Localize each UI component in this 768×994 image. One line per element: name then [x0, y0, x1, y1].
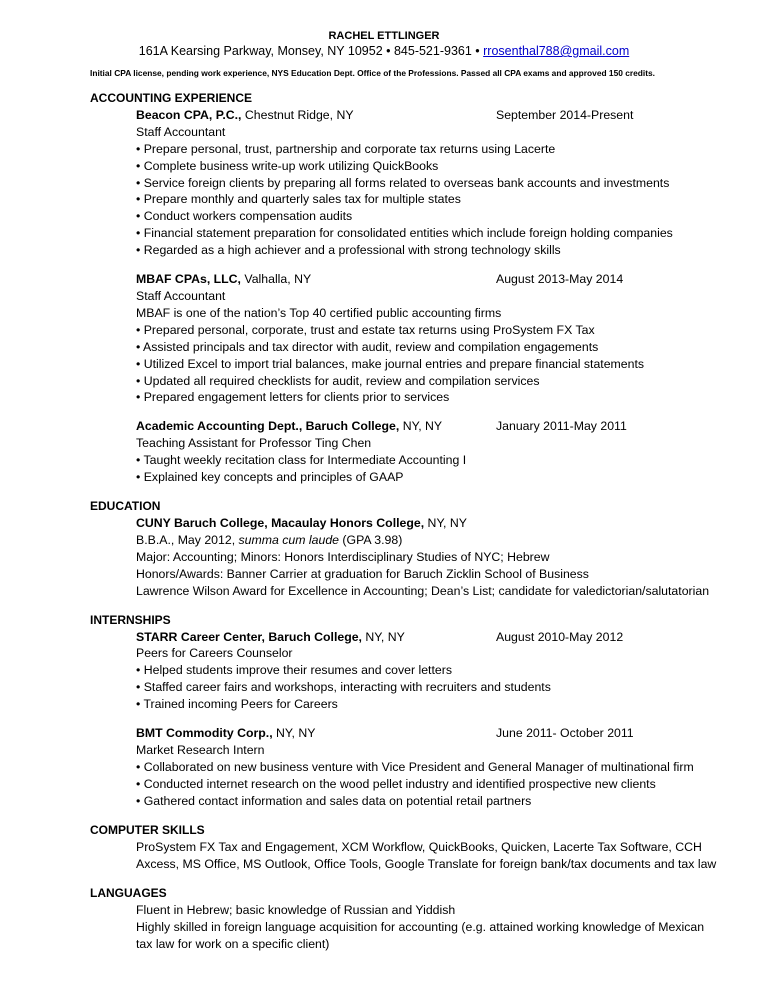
bullet-item: • Staffed career fairs and workshops, interacting with recruiters and students [136, 680, 551, 694]
school-location: NY, NY [424, 516, 467, 530]
bullet-item: • Prepared personal, corporate, trust and estate tax returns using ProSystem FX Tax [136, 323, 595, 337]
bullet-item: • Regarded as a high achiever and a professional with strong technology skills [136, 243, 561, 257]
job-title: Staff Accountant [136, 125, 226, 139]
job-location: Valhalla, NY [240, 272, 312, 286]
license-note: Initial CPA license, pending work experience, NYS Education Dept. Office of the Professions. Passed all CPA exams and approved 150 credits. [90, 68, 656, 78]
section-heading-accounting: ACCOUNTING EXPERIENCE [90, 91, 253, 105]
bullet-item: • Service foreign clients by preparing all forms related to overseas bank accounts and investments [136, 176, 670, 190]
bullet-item: • Conducted internet research on the wood pellet industry and identified prospective new clients [136, 777, 656, 791]
bullet-item: • Collaborated on new business venture with Vice President and General Manager of multinational firm [136, 760, 694, 774]
bullet-item: • Taught weekly recitation class for Intermediate Accounting I [136, 453, 467, 467]
job-org-line [136, 725, 315, 741]
contact-line [0, 44, 768, 58]
education-award: Lawrence Wilson Award for Excellence in Accounting; Dean’s List; candidate for valedictorian/salutatorian [136, 584, 710, 598]
job-org-line [136, 107, 354, 123]
bullet-item: • Trained incoming Peers for Careers [136, 697, 338, 711]
computer-skills-line: ProSystem FX Tax and Engagement, XCM Workflow, QuickBooks, Quicken, Lacerte Tax Software, CCH [136, 840, 702, 854]
job-title: Staff Accountant [136, 289, 226, 303]
bullet-item: • Prepare monthly and quarterly sales tax for multiple states [136, 192, 461, 206]
degree-honor: summa cum laude [238, 533, 339, 547]
job-title: Peers for Careers Counselor [136, 646, 293, 660]
job-description: MBAF is one of the nation’s Top 40 certified public accounting firms [136, 306, 502, 320]
job-dates: September 2014-Present [496, 108, 634, 122]
bullet-item: • Gathered contact information and sales data on potential retail partners [136, 794, 532, 808]
bullet-item: • Prepare personal, trust, partnership and corporate tax returns using Lacerte [136, 142, 556, 156]
email-link[interactable]: rrosenthal788@gmail.com [483, 44, 630, 58]
job-dates: January 2011-May 2011 [496, 419, 627, 433]
job-location: NY, NY [399, 419, 443, 433]
languages-line: tax law for work on a specific client) [136, 937, 330, 951]
bullet-item: • Explained key concepts and principles of GAAP [136, 470, 404, 484]
job-org: MBAF CPAs, LLC, [136, 272, 241, 286]
job-title: Market Research Intern [136, 743, 265, 757]
job-org-line [136, 629, 405, 645]
bullet-item: • Helped students improve their resumes and cover letters [136, 663, 452, 677]
job-org: BMT Commodity Corp., [136, 726, 273, 740]
job-org: Beacon CPA, P.C., [136, 108, 242, 122]
languages-line: Fluent in Hebrew; basic knowledge of Russian and Yiddish [136, 903, 456, 917]
contact-address: 161A Kearsing Parkway, Monsey, NY 10952 • 845-521-9361 • [138, 44, 484, 58]
job-org-line [136, 418, 442, 434]
section-heading-languages: LANGUAGES [90, 886, 167, 900]
bullet-item: • Prepared engagement letters for clients prior to services [136, 390, 450, 404]
education-major: Major: Accounting; Minors: Honors Interdisciplinary Studies of NYC; Hebrew [136, 550, 550, 564]
bullet-item: • Complete business write-up work utilizing QuickBooks [136, 159, 439, 173]
computer-skills-line: Axcess, MS Office, MS Outlook, Office Tools, Google Translate for foreign bank/tax documents and tax law [136, 857, 717, 871]
candidate-name: RACHEL ETTLINGER [328, 30, 440, 42]
job-dates: August 2013-May 2014 [496, 272, 624, 286]
bullet-item: • Assisted principals and tax director with audit, review and compilation engagements [136, 340, 599, 354]
job-title: Teaching Assistant for Professor Ting Chen [136, 436, 372, 450]
job-location: NY, NY [272, 726, 316, 740]
education-honors: Honors/Awards: Banner Carrier at graduation for Baruch Zicklin School of Business [136, 567, 589, 581]
job-location: NY, NY [361, 630, 405, 644]
section-heading-education: EDUCATION [90, 499, 161, 513]
job-dates: June 2011- October 2011 [496, 726, 634, 740]
school-name: CUNY Baruch College, Macaulay Honors College, [136, 516, 425, 530]
languages-line: Highly skilled in foreign language acquisition for accounting (e.g. attained working knowledge of Mexican [136, 920, 705, 934]
bullet-item: • Financial statement preparation for consolidated entities which include foreign holding companies [136, 226, 673, 240]
section-heading-internships: INTERNSHIPS [90, 613, 171, 627]
degree-gpa: (GPA 3.98) [339, 533, 403, 547]
job-location: Chestnut Ridge, NY [241, 108, 354, 122]
bullet-item: • Conduct workers compensation audits [136, 209, 353, 223]
job-dates: August 2010-May 2012 [496, 630, 624, 644]
degree-line [136, 532, 402, 548]
job-org: Academic Accounting Dept., Baruch College, [136, 419, 400, 433]
job-org-line [136, 271, 311, 287]
school-line [136, 515, 467, 531]
bullet-item: • Utilized Excel to import trial balances, make journal entries and prepare financial statements [136, 357, 645, 371]
section-heading-computer: COMPUTER SKILLS [90, 823, 205, 837]
job-org: STARR Career Center, Baruch College, [136, 630, 362, 644]
degree-prefix: B.B.A., May 2012, [136, 533, 239, 547]
bullet-item: • Updated all required checklists for audit, review and compilation services [136, 374, 540, 388]
